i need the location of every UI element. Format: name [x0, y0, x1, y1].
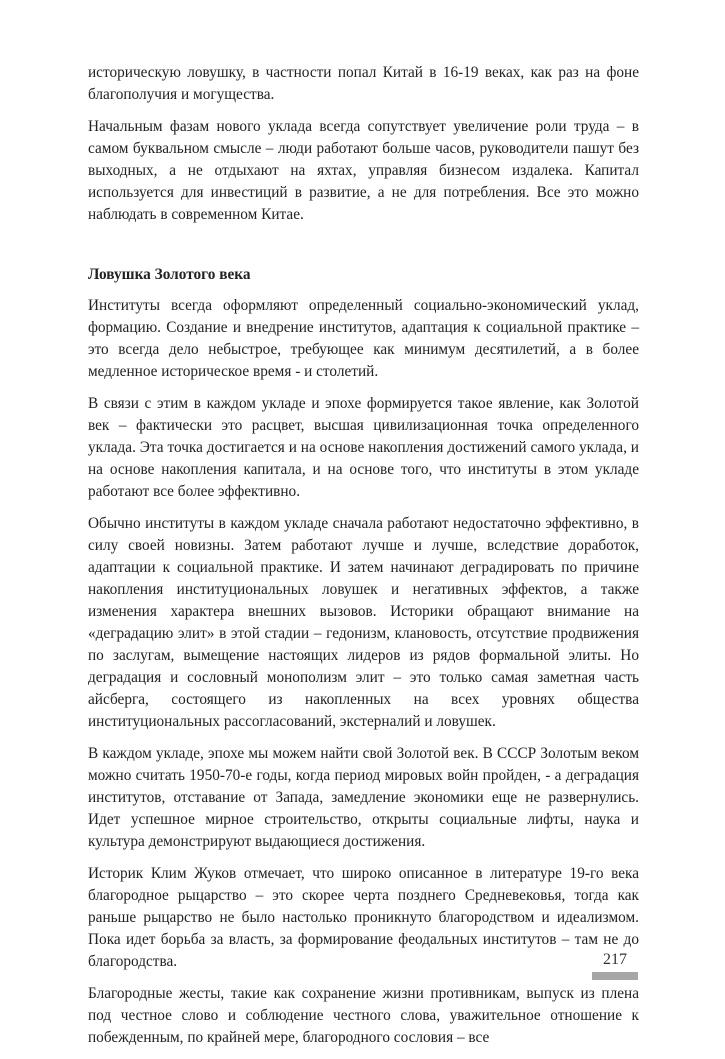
paragraph-ussr: В каждом укладе, эпохе мы можем найти свой Золотой век. В СССР Золотым веком можно считать 1950-70-е годы, когда период мировых войн пройден, - а деградация институтов, отставание от Запада, замедление экономики еще не развернулись. Идет успешное мирное строительство, открыты социальные лифты, наука и культура демонстрируют выдающиеся достижения. — [88, 745, 639, 850]
paragraph-noble-gestures: Благородные жесты, такие как сохранение жизни противникам, выпуск из плена под честное слово и соблюдение честного слова, уважительное отношение к побежденным, по крайней мере, благородного сословия – все — [88, 985, 639, 1046]
paragraph-institutions: Институты всегда оформляют определенный социально-экономический уклад, формацию. Создание и внедрение институтов, адаптация к социальной практике – это всегда дело небыстрое, требующее как минимум десятилетий, а в более медленное историческое время - и столетий. — [88, 297, 639, 380]
paragraph-golden-age: В связи с этим в каждом укладе и эпохе формируется такое явление, как Золотой век – фактически это расцвет, высшая цивилизационная точка определенного уклада. Эта точка достигается и на основе накопления достижений самого уклада, и на основе накопления капитала, и на основе того, что институты в этом укладе работают все более эффективно. — [88, 395, 639, 500]
page-number-bar — [592, 972, 638, 980]
text-column — [88, 62, 639, 1059]
paragraph-new-order-phases: Начальным фазам нового уклада всегда сопутствует увеличение роли труда – в самом буквальном смысле – люди работают больше часов, руководители пашут без выходных, а не отдыхают на яхтах, управляя бизнесом издалека. Капитал используется для инвестиций в развитие, а не для потребления. Все это можно наблюдать в современном Китае. — [88, 118, 639, 223]
page-number: 217 — [603, 951, 627, 968]
section-heading: Ловушка Золотого века — [88, 266, 251, 283]
page-footer — [592, 951, 638, 980]
paragraph-knighthood: Историк Клим Жуков отмечает, что широко описанное в литературе 19-го века благородное рыцарство – это скорее черта позднего Средневековья, тогда как раньше рыцарство не было настолько проникнуто благородством и идеализмом. Пока идет борьба за власть, за формирование феодальных институтов – там не до благородства. — [88, 865, 639, 970]
paragraph-degradation: Обычно институты в каждом укладе сначала работают недостаточно эффективно, в силу своей новизны. Затем работают лучше и лучше, вследствие доработок, адаптации к социальной практике. И затем начинают деградировать по причине накопления институциональных ловушек и негативных эффектов, а также изменения характера внешних вызовов. Историки обращают внимание на «деградацию элит» в этой стадии – гедонизм, клановость, отсутствие продвижения по заслугам, вымещение настоящих лидеров из рядов формальной элиты. Но деградация и сословный монополизм элит – это только самая заметная часть айсберга, состоящего из накопленных на всех уровнях общества институциональных рассогласований, экстерналий и ловушек. — [88, 515, 639, 730]
paragraph-continuation: историческую ловушку, в частности попал Китай в 16-19 веках, как раз на фоне благополучия и могущества. — [88, 64, 639, 103]
